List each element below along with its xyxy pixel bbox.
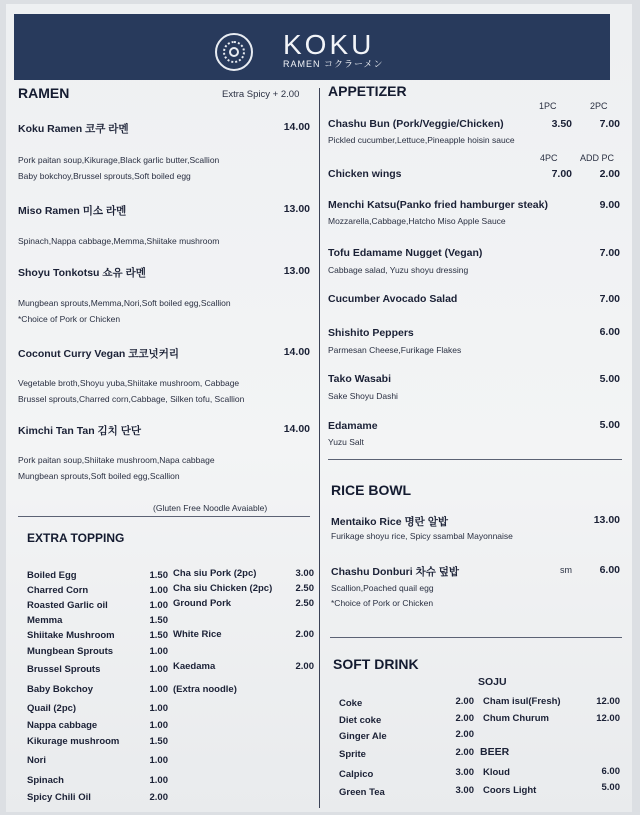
price-menchi-katsu: 9.00 bbox=[599, 199, 620, 211]
topping-price: 2.00 bbox=[295, 661, 314, 672]
topping-item: Nappa cabbage bbox=[27, 720, 98, 731]
topping-price: 1.50 bbox=[149, 630, 168, 641]
col-header-4pc: 4PC bbox=[540, 153, 558, 163]
menu-item-miso-ramen: Miso Ramen 미소 라멘 bbox=[18, 205, 127, 217]
ramen-heading: RAMEN bbox=[18, 85, 70, 101]
drink-item: Diet coke bbox=[339, 715, 382, 726]
menu-item-coconut-curry: Coconut Curry Vegan 코코넛커리 bbox=[18, 348, 179, 360]
topping-item: Cha siu Pork (2pc) bbox=[173, 568, 257, 579]
drink-item: Calpico bbox=[339, 769, 374, 780]
drink-price: 3.00 bbox=[455, 767, 474, 778]
topping-heading: EXTRA TOPPING bbox=[27, 531, 125, 545]
topping-price: 1.50 bbox=[149, 736, 168, 747]
drink-item: Sprite bbox=[339, 749, 366, 760]
price-koku-ramen: 14.00 bbox=[283, 121, 310, 133]
topping-item: Ground Pork bbox=[173, 598, 232, 609]
topping-item: Boiled Egg bbox=[27, 570, 77, 581]
topping-price: 1.00 bbox=[149, 775, 168, 786]
soju-price: 12.00 bbox=[596, 713, 620, 724]
menu-item-shishito: Shishito Peppers bbox=[328, 327, 414, 339]
menu-item-chicken-wings: Chicken wings bbox=[328, 168, 402, 180]
topping-item: Cha siu Chicken (2pc) bbox=[173, 583, 273, 594]
topping-price: 3.00 bbox=[295, 568, 314, 579]
soft-drink-heading: SOFT DRINK bbox=[333, 656, 419, 672]
price-tofu-edamame: 7.00 bbox=[599, 247, 620, 259]
drink-item: Green Tea bbox=[339, 787, 385, 798]
topping-price: 1.00 bbox=[149, 684, 168, 695]
topping-price: 2.00 bbox=[295, 629, 314, 640]
price-chicken-wings-add: 2.00 bbox=[599, 168, 620, 180]
beer-item: Kloud bbox=[483, 767, 510, 778]
desc-tofu-edamame: Cabbage salad, Yuzu shoyu dressing bbox=[328, 265, 469, 275]
soju-item: Chum Churum bbox=[483, 713, 549, 724]
desc-kimchi-tan-tan-2: Mungbean sprouts,Soft boiled egg,Scallion bbox=[18, 471, 180, 481]
beer-item: Coors Light bbox=[483, 785, 537, 796]
desc-coconut-curry-1: Vegetable broth,Shoyu yuba,Shiitake mushroom, Cabbage bbox=[18, 378, 240, 388]
price-edamame: 5.00 bbox=[599, 419, 620, 431]
topping-item: Mungbean Sprouts bbox=[27, 646, 114, 657]
drink-item: Coke bbox=[339, 698, 363, 709]
topping-price: 2.00 bbox=[149, 792, 168, 803]
col-header-add-pc: ADD PC bbox=[580, 153, 615, 163]
drink-price: 2.00 bbox=[455, 729, 474, 740]
menu-item-kimchi-tan-tan: Kimchi Tan Tan 김치 단단 bbox=[18, 425, 142, 437]
topping-item: Baby Bokchoy bbox=[27, 684, 93, 695]
topping-item: Quail (2pc) bbox=[27, 703, 77, 714]
topping-price: 1.00 bbox=[149, 720, 168, 731]
menu-item-chashu-bun: Chashu Bun (Pork/Veggie/Chicken) bbox=[328, 118, 504, 130]
col-header-1pc: 1PC bbox=[539, 101, 557, 111]
desc-chashu-donburi-1: Scallion,Poached quail egg bbox=[331, 583, 434, 593]
topping-item: Shiitake Mushroom bbox=[27, 630, 115, 641]
topping-item: Spinach bbox=[27, 775, 64, 786]
topping-item: White Rice bbox=[173, 629, 222, 640]
desc-chashu-bun: Pickled cucumber,Lettuce,Pineapple hoisin sauce bbox=[328, 135, 515, 145]
topping-item: Spicy Chili Oil bbox=[27, 792, 91, 803]
brand-subtitle: RAMEN コクラーメン bbox=[283, 59, 384, 69]
desc-shoyu-tonkotsu-1: Mungbean sprouts,Memma,Nori,Soft boiled egg,Scallion bbox=[18, 298, 231, 308]
col-header-2pc: 2PC bbox=[590, 101, 608, 111]
menu-item-tako-wasabi: Tako Wasabi bbox=[328, 373, 392, 385]
drink-price: 3.00 bbox=[455, 785, 474, 796]
price-chicken-wings-4pc: 7.00 bbox=[551, 168, 572, 180]
desc-edamame: Yuzu Salt bbox=[328, 437, 364, 447]
topping-price: 1.50 bbox=[149, 615, 168, 626]
topping-price: 1.00 bbox=[149, 600, 168, 611]
koku-logo-icon bbox=[215, 33, 253, 71]
ramen-divider bbox=[18, 516, 310, 517]
beer-heading: BEER bbox=[480, 746, 510, 758]
topping-price: 1.00 bbox=[149, 585, 168, 596]
topping-price: 1.50 bbox=[149, 570, 168, 581]
appetizer-heading: APPETIZER bbox=[328, 83, 407, 99]
price-tako-wasabi: 5.00 bbox=[599, 373, 620, 385]
soju-price: 12.00 bbox=[596, 696, 620, 707]
topping-item: Memma bbox=[27, 615, 63, 626]
drink-price: 2.00 bbox=[455, 747, 474, 758]
desc-coconut-curry-2: Brussel sprouts,Charred corn,Cabbage, Silken tofu, Scallion bbox=[18, 394, 245, 404]
desc-kimchi-tan-tan-1: Pork paitan soup,Shiitake mushroom,Napa cabbage bbox=[18, 455, 215, 465]
price-mentaiko-rice: 13.00 bbox=[593, 514, 620, 526]
topping-price: 1.00 bbox=[149, 703, 168, 714]
extra-spicy-note: Extra Spicy + 2.00 bbox=[222, 89, 300, 100]
menu-item-tofu-edamame: Tofu Edamame Nugget (Vegan) bbox=[328, 247, 483, 259]
column-divider bbox=[319, 88, 320, 808]
gluten-free-note: (Gluten Free Noodle Avaiable) bbox=[153, 503, 268, 513]
desc-tako-wasabi: Sake Shoyu Dashi bbox=[328, 391, 398, 401]
topping-item: Nori bbox=[27, 755, 46, 766]
desc-miso-ramen-1: Spinach,Nappa cabbage,Memma,Shiitake mushroom bbox=[18, 236, 220, 246]
desc-chashu-donburi-2: *Choice of Pork or Chicken bbox=[331, 598, 434, 608]
desc-koku-ramen-1: Pork paitan soup,Kikurage,Black garlic butter,Scallion bbox=[18, 155, 220, 165]
soju-item: Cham isul(Fresh) bbox=[483, 696, 561, 707]
topping-item: Kikurage mushroom bbox=[27, 736, 120, 747]
desc-menchi-katsu: Mozzarella,Cabbage,Hatcho Miso Apple Sauce bbox=[328, 216, 506, 226]
size-chashu-donburi: sm bbox=[560, 565, 572, 575]
rice-bowl-heading: RICE BOWL bbox=[331, 482, 412, 498]
topping-price: 2.50 bbox=[295, 598, 314, 609]
menu-item-edamame: Edamame bbox=[328, 420, 378, 432]
beer-price: 5.00 bbox=[601, 782, 620, 793]
topping-price: 1.00 bbox=[149, 664, 168, 675]
desc-shishito: Parmesan Cheese,Furikage Flakes bbox=[328, 345, 462, 355]
appetizer-divider bbox=[328, 459, 622, 460]
topping-price: 1.00 bbox=[149, 646, 168, 657]
topping-item: (Extra noodle) bbox=[173, 684, 237, 695]
price-chashu-bun-1pc: 3.50 bbox=[551, 118, 572, 130]
desc-shoyu-tonkotsu-2: *Choice of Pork or Chicken bbox=[18, 314, 121, 324]
drink-item: Ginger Ale bbox=[339, 731, 387, 742]
price-shishito: 6.00 bbox=[599, 326, 620, 338]
menu-item-shoyu-tonkotsu: Shoyu Tonkotsu 쇼유 라멘 bbox=[18, 267, 146, 279]
topping-item: Roasted Garlic oil bbox=[27, 600, 108, 611]
menu-item-mentaiko-rice: Mentaiko Rice 명란 알밥 bbox=[331, 516, 449, 528]
drink-price: 2.00 bbox=[455, 696, 474, 707]
desc-koku-ramen-2: Baby bokchoy,Brussel sprouts,Soft boiled egg bbox=[18, 171, 191, 181]
price-shoyu-tonkotsu: 13.00 bbox=[283, 265, 310, 277]
menu-item-koku-ramen: Koku Ramen 코쿠 라멘 bbox=[18, 123, 129, 135]
price-chashu-donburi: 6.00 bbox=[599, 564, 620, 576]
price-miso-ramen: 13.00 bbox=[283, 203, 310, 215]
menu-item-menchi-katsu: Menchi Katsu(Panko fried hamburger steak) bbox=[328, 199, 548, 211]
menu-item-cucumber-salad: Cucumber Avocado Salad bbox=[328, 293, 458, 305]
price-chashu-bun-2pc: 7.00 bbox=[599, 118, 620, 130]
beer-price: 6.00 bbox=[601, 766, 620, 777]
topping-price: 2.50 bbox=[295, 583, 314, 594]
desc-mentaiko-rice: Furikage shoyu rice, Spicy ssambal Mayonnaise bbox=[331, 531, 513, 541]
topping-item: Kaedama bbox=[173, 661, 216, 672]
topping-item: Brussel Sprouts bbox=[27, 664, 101, 675]
price-coconut-curry: 14.00 bbox=[283, 346, 310, 358]
price-cucumber-salad: 7.00 bbox=[599, 293, 620, 305]
price-kimchi-tan-tan: 14.00 bbox=[283, 423, 310, 435]
soju-heading: SOJU bbox=[478, 676, 507, 688]
topping-item: Charred Corn bbox=[27, 585, 89, 596]
topping-price: 1.00 bbox=[149, 755, 168, 766]
drink-price: 2.00 bbox=[455, 713, 474, 724]
brand-name: KOKU bbox=[283, 29, 375, 60]
menu-item-chashu-donburi: Chashu Donburi 차슈 덮밥 bbox=[331, 566, 460, 578]
rice-divider bbox=[330, 637, 622, 638]
